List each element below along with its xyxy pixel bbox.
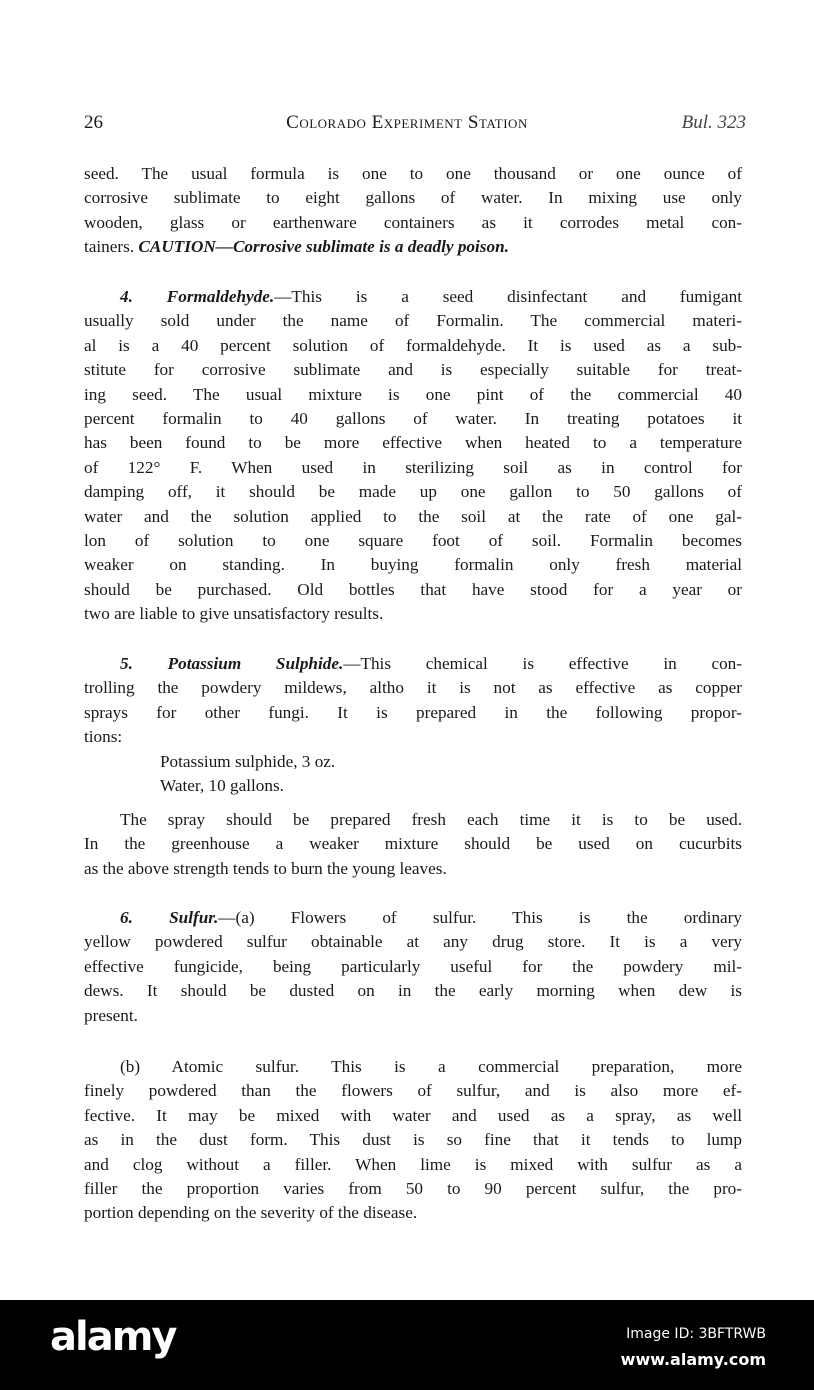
text-line [84, 235, 742, 259]
text-line [84, 407, 742, 431]
text-fragment: should be purchased. Old bottles that have stood for a year or [84, 579, 742, 599]
text-line [84, 750, 742, 774]
text-fragment: Potassium sulphide, 3 oz. [160, 752, 336, 771]
text-line [84, 578, 742, 602]
text-fragment: water and the solution applied to the soil at the rate of one gal- [84, 506, 742, 526]
page-number: 26 [84, 112, 103, 133]
text-line [84, 505, 742, 529]
text-line [84, 602, 742, 626]
text-fragment: lon of solution to one square foot of soil. Formalin becomes [84, 531, 742, 551]
text-line: corrosive sublimate to eight gallons of water. In mixing use only [84, 188, 742, 208]
text-line [84, 1104, 742, 1128]
text-line [84, 553, 742, 577]
text-fragment: stitute for corrosive sublimate and is especially suitable for treat- [84, 360, 742, 380]
text-fragment: portion depending on the severity of the disease. [84, 1203, 418, 1223]
text-fragment: In the greenhouse a weaker mixture should be used on cucurbits [84, 834, 742, 854]
text-line [84, 1004, 742, 1028]
section-heading: 6. Sulfur. [120, 908, 219, 927]
text-line [84, 1153, 742, 1177]
text-line: wooden, glass or earthenware containers as it corrodes metal con- [84, 212, 742, 232]
section-heading: 5. Potassium Sulphide. [120, 654, 344, 673]
text-fragment: usually sold under the name of Formalin. The commercial materi- [84, 311, 742, 331]
text-fragment: of 122° F. When used in sterilizing soil as in control for [84, 457, 742, 477]
text-line [84, 832, 742, 856]
bulletin-number: Bul. 323 [681, 112, 746, 133]
text-line [84, 529, 742, 553]
paragraph-formaldehyde [84, 285, 742, 627]
text-line [84, 1177, 742, 1201]
paragraph-sulfur [84, 906, 742, 1028]
text-fragment: finely powdered than the flowers of sulfur, and is also more ef- [84, 1081, 742, 1101]
text-line [84, 906, 742, 930]
paragraph-spray-note [84, 808, 742, 881]
text-fragment: as the above strength tends to burn the young leaves. [84, 858, 447, 878]
text-line [84, 808, 742, 832]
text-fragment: Water, 10 gallons. [160, 776, 284, 796]
text-line [84, 725, 742, 749]
text-fragment: ing seed. The usual mixture is one pint of the commercial 40 [84, 384, 742, 404]
running-title: Colorado Experiment Station [286, 112, 528, 133]
text-fragment: effective fungicide, being particularly useful for the powdery mil- [84, 956, 742, 976]
text-fragment: present. [84, 1005, 138, 1025]
paragraph-corrosive-sublimate [84, 162, 742, 260]
text-fragment: The spray should be prepared fresh each time it is to be used. [120, 810, 742, 829]
text-line [84, 652, 742, 676]
image-id: Image ID: 3BFTRWB [626, 1326, 766, 1342]
caution-text: CAUTION—Corrosive sublimate is a deadly poison. [138, 237, 509, 257]
text-line [84, 955, 742, 979]
text-line [84, 383, 742, 407]
text-fragment: percent formalin to 40 gallons of water. In treating potatoes it [84, 409, 742, 429]
text-line [84, 285, 742, 309]
text-line: seed. The usual formula is one to one thousand or one ounce of [84, 164, 742, 183]
paragraph-potassium-sulphide [84, 652, 742, 750]
text-line [84, 309, 742, 333]
text-fragment: trolling the powdery mildews, altho it is not as effective as copper [84, 678, 742, 698]
site-url: www.alamy.com [620, 1350, 766, 1369]
text-line [84, 1055, 742, 1079]
alamy-logo: alamy [50, 1314, 176, 1360]
text-fragment: tainers. [84, 237, 139, 257]
text-line [84, 1201, 742, 1225]
text-line [84, 701, 742, 725]
text-fragment: two are liable to give unsatisfactory results. [84, 604, 384, 624]
text-fragment: tions: [84, 727, 123, 747]
text-fragment: damping off, it should be made up one gallon to 50 gallons of [84, 482, 742, 502]
text-fragment: —This is a seed disinfectant and fumigant [274, 287, 742, 306]
text-line [84, 979, 742, 1003]
text-line [84, 456, 742, 480]
text-line [84, 480, 742, 504]
text-fragment: yellow powdered sulfur obtainable at any drug store. It is a very [84, 932, 742, 952]
text-fragment: and clog without a filler. When lime is mixed with sulfur as a [84, 1154, 742, 1174]
section-heading: 4. Formaldehyde. [120, 287, 275, 306]
text-line [84, 1128, 742, 1152]
text-fragment: —This chemical is effective in con- [343, 654, 742, 673]
text-fragment: weaker on standing. In buying formalin only fresh material [84, 555, 742, 575]
text-line [84, 358, 742, 382]
text-fragment: fective. It may be mixed with water and used as a spray, as well [84, 1105, 742, 1125]
text-line [84, 334, 742, 358]
text-fragment: —(a) Flowers of sulfur. This is the ordinary [218, 908, 742, 927]
text-line [84, 930, 742, 954]
text-fragment: dews. It should be dusted on in the early morning when dew is [84, 981, 742, 1001]
text-fragment: al is a 40 percent solution of formaldehyde. It is used as a sub- [84, 335, 742, 355]
text-line [84, 676, 742, 700]
text-line [84, 774, 742, 798]
text-line [84, 431, 742, 455]
recipe-list [84, 750, 742, 799]
watermark-bar [0, 1300, 814, 1390]
paragraph-atomic-sulfur [84, 1055, 742, 1226]
text-line [84, 857, 742, 881]
text-fragment: as in the dust form. This dust is so fine that it tends to lump [84, 1130, 742, 1150]
text-line [84, 1079, 742, 1103]
text-fragment: has been found to be more effective when heated to a temperature [84, 433, 742, 453]
text-fragment: sprays for other fungi. It is prepared in the following propor- [84, 702, 742, 722]
text-fragment: filler the proportion varies from 50 to 90 percent sulfur, the pro- [84, 1179, 742, 1199]
text-fragment: (b) Atomic sulfur. This is a commercial preparation, more [120, 1057, 742, 1076]
